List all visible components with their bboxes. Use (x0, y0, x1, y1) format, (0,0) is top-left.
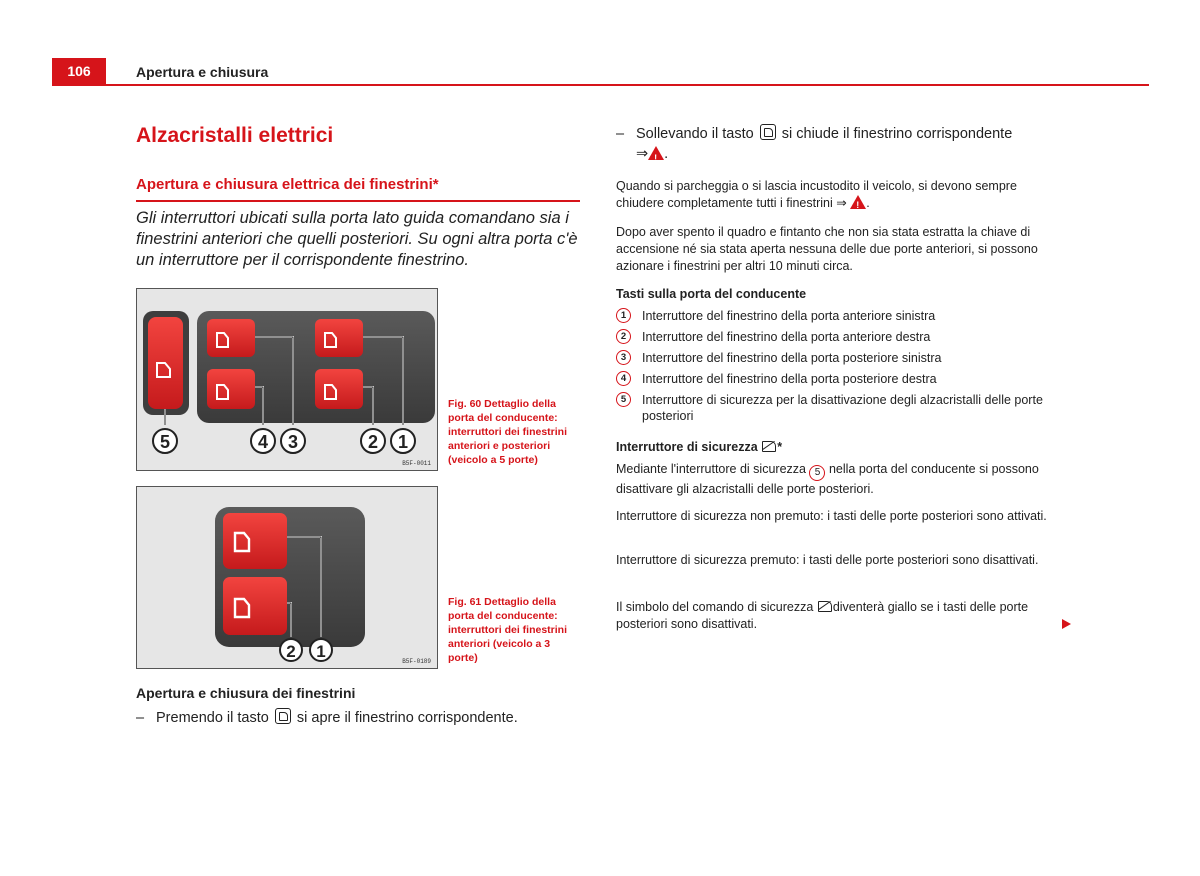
list-item (616, 371, 1056, 387)
switch-list (616, 308, 1056, 429)
list-item-text: Interruttore del finestrino della porta posteriore sinistra (642, 351, 942, 365)
callout-1: 1 (397, 432, 409, 452)
step-close-window (616, 124, 1056, 164)
subhead-apertura: Apertura e chiusura dei finestrini (136, 685, 356, 701)
figure-60-illustration (137, 289, 438, 471)
child-lock-icon (761, 439, 777, 452)
dash: – (136, 710, 145, 726)
page-number: 106 (52, 58, 106, 85)
continue-arrow-icon (1062, 619, 1071, 629)
paragraph-not-pressed: Interruttore di sicurezza non premuto: i tasti delle porte posteriori sono attivati. (616, 509, 1047, 523)
callout-2: 2 (367, 432, 379, 452)
list-item (616, 329, 1056, 345)
safety-text-after: nella porta del conducente si possono disattivare gli alzacristalli delle porte posteriori. (616, 462, 1039, 496)
switch-front-left (223, 513, 287, 569)
paragraph-pressed: Interruttore di sicurezza premuto: i tasti delle porte posteriori sono disattivati. (616, 553, 1039, 567)
symbol-text-before: Il simbolo del comando di sicurezza (616, 600, 814, 614)
paragraph-parking-text: Quando si parcheggia o si lascia incustodito il veicolo, si devono sempre chiudere completamente tutti i finestrini ⇒ (616, 179, 1017, 210)
step-open-text-after: si apre il finestrino corrispondente. (296, 710, 518, 726)
number-badge: 1 (616, 308, 631, 323)
header-rule (52, 84, 1149, 86)
step-close-text-before: Sollevando il tasto (636, 126, 754, 142)
switch-front-right (223, 577, 287, 635)
switch-rear-left (207, 369, 255, 409)
paragraph-symbol (616, 599, 1056, 633)
warning-icon (850, 195, 866, 209)
list-item (616, 392, 1056, 424)
figure-60-caption: Fig. 60 Dettaglio della porta del conducente: interruttori dei finestrini anteriori e posteriori (veicolo a 5 porte) (448, 398, 568, 466)
step-close-text-after: si chiude il finestrino corrispondente (781, 126, 1013, 142)
window-key-icon (275, 708, 291, 724)
list-item-text: Interruttore di sicurezza per la disattivazione degli alzacristalli delle porte posteriori (642, 393, 1043, 423)
paragraph-safety-switch (616, 461, 1056, 498)
figure-60 (136, 288, 438, 471)
paragraph-parking-end: . (866, 196, 870, 210)
paragraph-parking (616, 178, 1056, 212)
step-open-window (136, 708, 580, 728)
symbol-text-after: diventerà giallo se i tasti delle porte posteriori sono disattivati. (616, 600, 1029, 631)
list-item (616, 308, 1056, 324)
figure-61-caption: Fig. 61 Dettaglio della porta del conducente: interruttori dei finestrini anteriori (veicolo a 3 porte) (448, 596, 568, 664)
safety-text-before: Mediante l'interruttore di sicurezza (616, 462, 806, 476)
reference-arrow: ⇒ (636, 146, 649, 162)
list-item (616, 350, 1056, 366)
figure-code: B5F-0189 (402, 658, 431, 665)
callout-2: 2 (286, 642, 296, 661)
switch-front-left (315, 369, 363, 409)
number-badge: 5 (616, 392, 631, 407)
number-badge: 2 (616, 329, 631, 344)
paragraph-after-ignition: Dopo aver spento il quadro e fintanto che non sia stata estratta la chiave di accensione né sia stata aperta nessuna delle due porte anteriori, si possono azionare i finestrini per altri 10 minuti circa. (616, 225, 1038, 273)
number-badge: 4 (616, 371, 631, 386)
switch-rear-right (207, 319, 255, 357)
section-title: Alzacristalli elettrici (136, 124, 334, 147)
list-item-text: Interruttore del finestrino della porta posteriore destra (642, 372, 937, 386)
subhead-interruttore-text: Interruttore di sicurezza (616, 440, 758, 454)
warning-icon (648, 146, 664, 160)
list-item-text: Interruttore del finestrino della porta anteriore sinistra (642, 309, 936, 323)
subhead-interruttore (616, 439, 782, 454)
page-header (52, 58, 1149, 86)
callout-1: 1 (316, 642, 326, 661)
number-badge: 3 (616, 350, 631, 365)
callout-3: 3 (287, 432, 299, 452)
subhead-tasti: Tasti sulla porta del conducente (616, 287, 807, 301)
step-close-end: . (664, 146, 669, 162)
section-subtitle: Apertura e chiusura elettrica dei finestrini* (136, 176, 580, 202)
child-lock-icon (817, 599, 833, 612)
figure-code: B5F-0011 (402, 460, 431, 467)
list-item-text: Interruttore del finestrino della porta anteriore destra (642, 330, 931, 344)
dash: – (616, 126, 625, 142)
switch-front-right (315, 319, 363, 357)
callout-5: 5 (159, 432, 171, 452)
intro-paragraph: Gli interruttori ubicati sulla porta lato guida comandano sia i finestrini anteriori che quelli posteriori. Su ogni altra porta c'è un interruttore per il corrispondente finestrino. (136, 209, 578, 269)
figure-61-illustration (137, 487, 438, 669)
step-open-text-before: Premendo il tasto (156, 710, 269, 726)
number-badge: 5 (809, 465, 825, 481)
optional-star: * (777, 440, 783, 454)
figure-61 (136, 486, 438, 669)
callout-4: 4 (257, 432, 269, 452)
window-key-icon (760, 124, 776, 140)
running-title: Apertura e chiusura (136, 64, 269, 80)
